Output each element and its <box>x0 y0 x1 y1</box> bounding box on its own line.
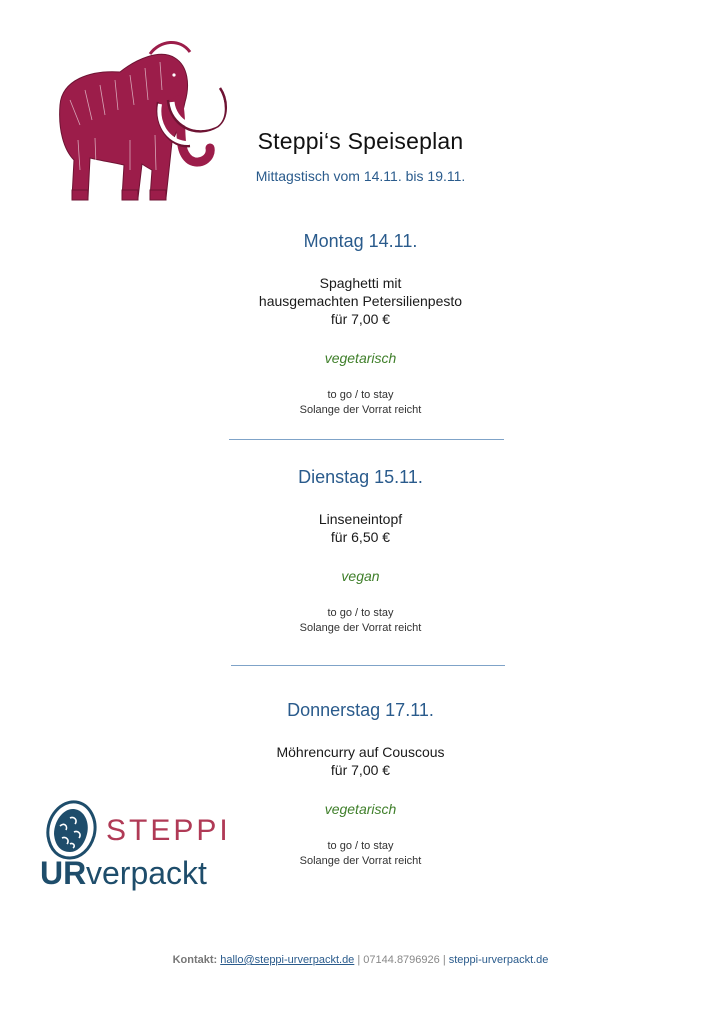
dish-description: Spaghetti mit hausgemachten Petersilienpesto für 7,00 € <box>258 275 463 327</box>
dish-description: Möhrencurry auf Couscous für 7,00 € <box>276 744 445 778</box>
day-title: Donnerstag 17.11. <box>287 700 434 720</box>
day-section-tuesday <box>0 467 721 636</box>
serving-note: to go / to stay Solange der Vorrat reicht <box>299 840 422 867</box>
diet-label: vegetarisch <box>324 350 397 366</box>
page-title: Steppi‘s Speiseplan <box>257 128 464 154</box>
website-link[interactable]: steppi-urverpackt.de <box>448 954 549 966</box>
serving-note: to go / to stay Solange der Vorrat reicht <box>299 607 422 634</box>
page-subtitle: Mittagstisch vom 14.11. bis 19.11. <box>255 168 466 184</box>
logo-steppi-text: STEPPI <box>106 814 231 847</box>
phone-number: 07144.8796926 <box>363 954 440 966</box>
contact-label: Kontakt: <box>172 954 218 966</box>
logo-verpackt-text: verpackt <box>86 855 207 891</box>
contact-footer: Kontakt: hallo@steppi-urverpackt.de | 07144.8796926 | steppi-urverpackt.de <box>172 954 549 966</box>
diet-label: vegan <box>341 568 380 584</box>
serving-note: to go / to stay Solange der Vorrat reicht <box>299 389 422 416</box>
day-title: Montag 14.11. <box>303 231 418 251</box>
section-divider <box>229 439 504 440</box>
day-section-monday <box>0 231 721 418</box>
section-divider <box>231 665 505 666</box>
day-title: Dienstag 15.11. <box>298 467 423 487</box>
logo-ur-text: UR <box>40 855 87 891</box>
dish-description: Linseneintopf für 6,50 € <box>318 511 403 545</box>
steppi-urverpackt-logo <box>40 796 231 896</box>
email-link[interactable]: hallo@steppi-urverpackt.de <box>220 954 355 966</box>
walnut-icon <box>48 802 95 858</box>
diet-label: vegetarisch <box>324 801 397 817</box>
